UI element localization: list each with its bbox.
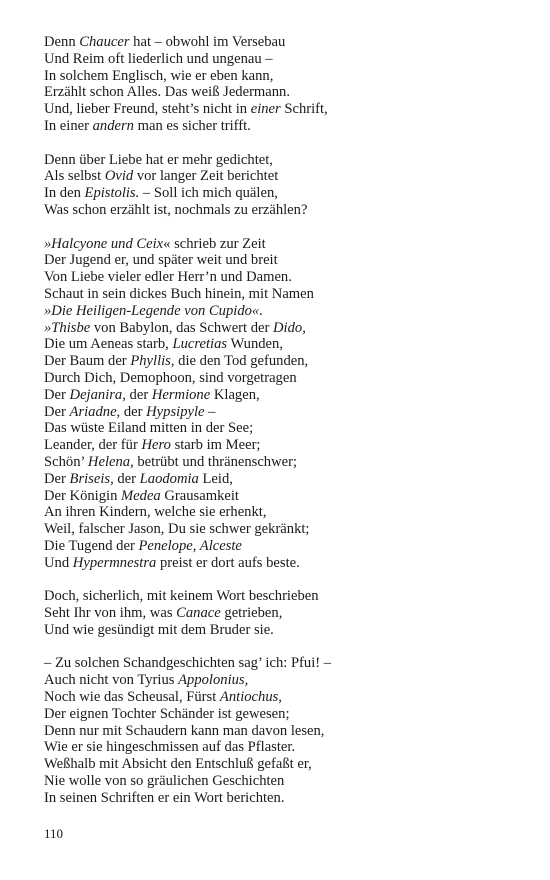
italic-text: Dido, [273, 319, 306, 336]
italic-text: Medea [121, 487, 161, 504]
text-segment: Der [44, 386, 70, 403]
verse-line [44, 387, 514, 404]
text-segment: man es sicher trifft. [133, 117, 251, 134]
text-segment: Durch Dich, Demophoon, sind vorgetragen [44, 369, 297, 386]
verse-line [44, 404, 514, 421]
italic-text: Epistolis. [84, 185, 140, 202]
italic-text: Antiochus, [219, 689, 282, 706]
text-segment: « schrieb zur Zeit [163, 235, 266, 252]
text-segment: der [120, 403, 147, 420]
verse-line [44, 336, 514, 353]
text-segment: Grausamkeit [160, 487, 239, 504]
verse-line [44, 34, 514, 51]
verse-line [44, 588, 514, 605]
italic-text: Ovid [104, 168, 134, 185]
verse-line [44, 437, 514, 454]
italic-text: »Thisbe [44, 319, 91, 336]
verse-line [44, 303, 514, 320]
verse-line [44, 521, 514, 538]
italic-text: Phyllis, [130, 353, 175, 370]
text-segment: der [125, 386, 152, 403]
verse-line [44, 689, 514, 706]
text-segment: – [204, 403, 216, 420]
text-segment: Wunden, [227, 336, 283, 353]
text-segment: Leander, der für [44, 437, 142, 454]
verse-line [44, 202, 514, 219]
text-segment: Der Königin [44, 487, 122, 504]
text-segment: Denn [44, 34, 80, 50]
italic-text: Dejanira, [69, 386, 126, 403]
text-segment: Das wüste Eiland mitten in der See; [44, 420, 254, 437]
text-segment: die den Tod gefunden, [174, 353, 309, 370]
text-segment: von Babylon, das Schwert der [90, 319, 274, 336]
stanza [44, 34, 514, 135]
text-segment: Weil, falscher Jason, Du sie schwer gekränkt; [44, 521, 310, 538]
verse-line [44, 471, 514, 488]
verse-line [44, 555, 514, 572]
text-segment: Als selbst [44, 168, 105, 185]
verse-line [44, 622, 514, 639]
italic-text: Penelope, Alceste [138, 537, 242, 554]
text-segment: Schaut in sein dickes Buch hinein, mit Namen [44, 285, 314, 302]
text-segment: Die Tugend der [44, 537, 139, 554]
verse-line [44, 252, 514, 269]
text-segment: Und, lieber Freund, steht’s nicht in [44, 101, 251, 118]
verse-line [44, 286, 514, 303]
verse-line [44, 504, 514, 521]
text-segment: hat – obwohl im Versebau [129, 34, 286, 50]
stanza [44, 655, 514, 806]
italic-text: Helena, [87, 453, 134, 470]
text-segment: Schrift, [280, 101, 328, 118]
text-segment: – Soll ich mich quälen, [139, 185, 278, 202]
verse-line [44, 739, 514, 756]
text-segment: Schön’ [44, 453, 88, 470]
italic-text: andern [92, 117, 134, 134]
verse-line [44, 672, 514, 689]
italic-text: Hypsipyle [146, 403, 205, 420]
italic-text: Laodomia [139, 470, 199, 487]
text-segment: In seinen Schriften er ein Wort berichten. [44, 789, 285, 806]
italic-text: »Die Heiligen-Legende von Cupido«. [44, 302, 263, 319]
verse-line [44, 706, 514, 723]
text-segment: Erzählt schon Alles. Das weiß Jedermann. [44, 84, 290, 101]
text-segment: Von Liebe vieler edler Herr’n und Damen. [44, 269, 292, 286]
verse-line [44, 605, 514, 622]
text-segment: Leid, [198, 470, 233, 487]
text-segment: Denn über Liebe hat er mehr gedichtet, [44, 151, 273, 168]
text-segment: Und Reim oft liederlich und ungenau – [44, 50, 273, 67]
italic-text: Hero [141, 437, 171, 454]
text-segment: – Zu solchen Schandgeschichten sag’ ich: Pfui! – [44, 655, 332, 672]
text-segment: Doch, sicherlich, mit keinem Wort beschrieben [44, 588, 319, 605]
italic-text: Chaucer [79, 34, 130, 50]
text-segment: getrieben, [220, 605, 283, 622]
text-segment: Der eignen Tochter Schänder ist gewesen; [44, 705, 290, 722]
verse-line [44, 723, 514, 740]
stanza [44, 588, 514, 638]
text-segment: Auch nicht von Tyrius [44, 672, 179, 689]
text-segment: Der [44, 403, 70, 420]
text-segment: An ihren Kindern, welche sie erhenkt, [44, 504, 267, 521]
text-segment: Noch wie das Scheusal, Fürst [44, 689, 220, 706]
text-segment: In den [44, 185, 85, 202]
verse-line [44, 152, 514, 169]
italic-text: »Halcyone und Ceix [44, 235, 164, 252]
verse-line [44, 236, 514, 253]
italic-text: Canace [176, 605, 221, 622]
verse-line [44, 84, 514, 101]
text-segment: der [113, 470, 140, 487]
italic-text: Hermione [151, 386, 211, 403]
text-segment: In solchem Englisch, wie er eben kann, [44, 67, 274, 84]
italic-text: Hypermnestra [72, 554, 157, 571]
verse-line [44, 370, 514, 387]
text-segment: Der [44, 470, 70, 487]
verse-line [44, 773, 514, 790]
italic-text: Appolonius, [178, 672, 249, 689]
verse-line [44, 488, 514, 505]
verse-line [44, 320, 514, 337]
text-segment: betrübt und thränenschwer; [133, 453, 298, 470]
text-segment: Klagen, [210, 386, 260, 403]
verse-line [44, 68, 514, 85]
text-segment: Denn nur mit Schaudern kann man davon lesen, [44, 722, 325, 739]
text-segment: Nie wolle von so gräulichen Geschichten [44, 773, 285, 790]
verse-line [44, 269, 514, 286]
verse-line [44, 185, 514, 202]
text-segment: Der Baum der [44, 353, 131, 370]
stanza [44, 152, 514, 219]
verse-line [44, 655, 514, 672]
text-segment: In einer [44, 117, 93, 134]
verse-line [44, 790, 514, 807]
page-number: 110 [44, 826, 64, 841]
stanza [44, 236, 514, 572]
text-segment: Die um Aeneas starb, [44, 336, 173, 353]
italic-text: Briseis, [69, 470, 114, 487]
verse-line [44, 101, 514, 118]
verse-line [44, 168, 514, 185]
text-segment: Und wie gesündigt mit dem Bruder sie. [44, 621, 274, 638]
text-segment: preist er dort aufs beste. [156, 554, 300, 571]
poem-text [44, 34, 514, 823]
text-segment: Und [44, 554, 73, 571]
verse-line [44, 118, 514, 135]
text-segment: starb im Meer; [170, 437, 261, 454]
text-segment: Der Jugend er, und später weit und breit [44, 252, 278, 269]
text-segment: Seht Ihr von ihm, was [44, 605, 177, 622]
text-segment: Wie er sie hingeschmissen auf das Pflaster. [44, 739, 296, 756]
verse-line [44, 454, 514, 471]
italic-text: Lucretias [172, 336, 228, 353]
verse-line [44, 756, 514, 773]
italic-text: einer [250, 101, 281, 118]
verse-line [44, 353, 514, 370]
text-segment: Was schon erzählt ist, nochmals zu erzählen? [44, 201, 308, 218]
text-segment: Weßhalb mit Absicht den Entschluß gefaßt er, [44, 756, 312, 773]
italic-text: Ariadne, [69, 403, 121, 420]
verse-line [44, 420, 514, 437]
text-segment: vor langer Zeit berichtet [133, 168, 279, 185]
verse-line [44, 51, 514, 68]
verse-line [44, 538, 514, 555]
